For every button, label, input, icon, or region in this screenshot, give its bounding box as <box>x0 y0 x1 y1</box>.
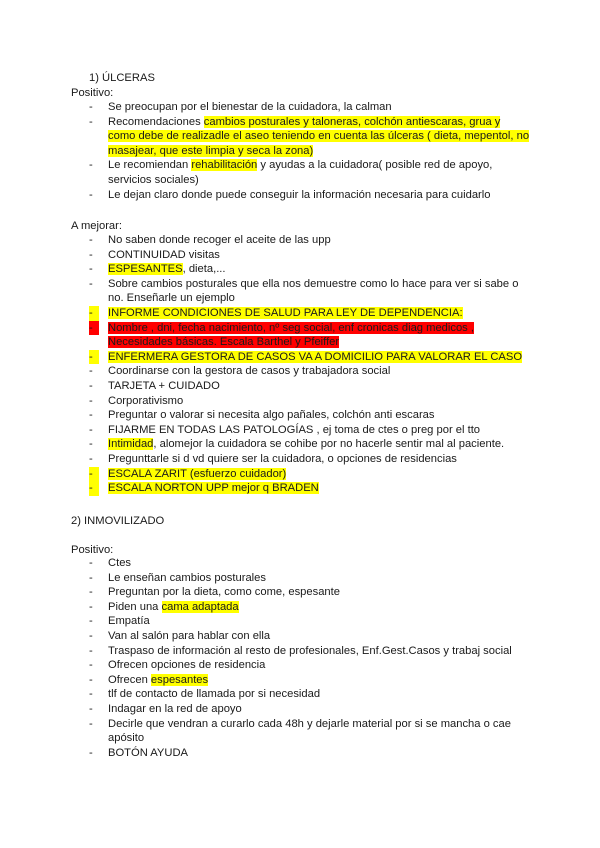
text-run: CONTINUIDAD visitas <box>108 248 220 261</box>
list-item <box>108 306 528 321</box>
list-item-line <box>108 129 528 144</box>
bullet-marker: - <box>89 717 93 730</box>
bullet-marker: - <box>89 481 99 496</box>
bullet-marker: - <box>89 277 93 290</box>
bullet-marker: - <box>89 453 93 465</box>
text-run: no. Enseñarle un ejemplo <box>108 292 235 305</box>
list-item-line <box>108 144 528 159</box>
text-run: FIJARME EN TODAS LAS PATOLOGÍAS , ej toma de ctes o preg por el tto <box>108 423 481 436</box>
list-item <box>108 629 528 644</box>
text-run: ENFERMERA GESTORA DE CASOS VA A DOMICILIO PARA VALORAR EL CASO <box>108 350 523 363</box>
text-run: Intimidad <box>108 438 154 451</box>
list-item-line <box>108 291 528 306</box>
bullet-marker: - <box>89 673 93 686</box>
text-run: y ayudas a la cuidadora( posible red de apoyo, <box>257 159 493 172</box>
bullet-marker: - <box>89 188 93 201</box>
text-run: Se preocupan por el bienestar de la cuidadora, la calman <box>108 101 392 113</box>
text-run: Necesidades básicas. Escala Barthel y Pfeiffer <box>108 336 340 349</box>
list-item <box>108 673 528 688</box>
list-item <box>108 687 528 702</box>
text-run: Coordinarse con la gestora de casos y trabajadora social <box>108 365 391 378</box>
list-item-line <box>108 173 528 188</box>
list-item-line <box>108 158 528 173</box>
bullet-marker: - <box>89 557 93 569</box>
text-run: tlf de contacto de llamada por si necesidad <box>108 688 321 701</box>
list-item-line <box>108 408 528 423</box>
text-run: Nombre , dni, fecha nacimiento, nº seg social, enf cronicas diag medicos , <box>108 321 474 334</box>
text-run: como debe de realizadle el aseo teniendo en cuenta las úlceras ( dieta, mepentol, no <box>108 130 530 143</box>
list-item-line <box>108 600 528 615</box>
text-run: Ofrecen opciones de residencia <box>108 659 266 672</box>
bullet-marker: - <box>89 409 93 422</box>
bullet-marker: - <box>89 159 93 172</box>
text-run: espesantes <box>150 673 209 686</box>
bullet-marker: - <box>89 380 93 392</box>
bullet-marker: - <box>89 600 93 613</box>
text-run: Preguntar o valorar si necesita algo pañales, colchón anti escaras <box>108 409 435 422</box>
positivo-label-inmovilizado: Positivo: <box>71 544 114 556</box>
list-item <box>108 100 528 115</box>
list-item <box>108 702 528 717</box>
text-run: Recomendaciones <box>108 115 204 128</box>
bullet-marker: - <box>89 248 93 261</box>
list-item <box>108 437 528 452</box>
list-item-line <box>108 277 528 292</box>
section-title-inmovilizado: 2) INMOVILIZADO <box>71 515 165 527</box>
text-run: cama adaptada <box>161 600 239 613</box>
bullet-marker: - <box>89 306 99 321</box>
list-item <box>108 262 528 277</box>
list-item-line <box>108 115 528 130</box>
bullet-marker: - <box>89 688 93 701</box>
list-item <box>108 158 528 187</box>
list-item-line <box>108 746 528 761</box>
list-item <box>108 188 528 203</box>
text-run: Le recomiendan <box>108 159 192 172</box>
list-item <box>108 321 528 350</box>
bullet-marker: - <box>89 586 93 599</box>
bullet-marker: - <box>89 365 93 378</box>
list-item <box>108 467 528 482</box>
text-run: Van al salón para hablar con ella <box>108 630 271 642</box>
text-run: Ctes <box>108 557 132 569</box>
bullet-marker: - <box>89 321 99 336</box>
text-run: ESCALA NORTON UPP mejor q BRADEN <box>108 482 319 495</box>
text-run: Le dejan claro donde puede conseguir la información necesaria para cuidarlo <box>108 188 491 201</box>
list-item <box>108 350 528 365</box>
bullet-marker: - <box>89 703 93 715</box>
bullet-marker: - <box>89 746 93 759</box>
text-run: Traspaso de información al resto de profesionales, Enf.Gest.Casos y trabaj social <box>108 644 512 657</box>
section-title-ulceras: 1) ÚLCERAS <box>89 72 155 84</box>
bullet-marker: - <box>89 571 93 584</box>
list-item-line <box>108 629 528 644</box>
text-run: Empatía <box>108 615 150 628</box>
list-item <box>108 556 528 571</box>
list-item-line <box>108 350 528 365</box>
text-run: Ofrecen <box>108 673 151 686</box>
list-item-line <box>108 585 528 600</box>
list-item-line <box>108 248 528 263</box>
list-item-line <box>108 233 528 248</box>
list-item <box>108 571 528 586</box>
bullet-marker: - <box>89 101 93 113</box>
bullet-marker: - <box>89 115 93 128</box>
bullet-marker: - <box>89 350 99 365</box>
list-item-line <box>108 673 528 688</box>
text-run: No saben donde recoger el aceite de las upp <box>108 234 331 246</box>
bullet-marker: - <box>89 234 93 246</box>
text-run: Sobre cambios posturales que ella nos demuestre como lo hace para ver si sabe o <box>108 277 519 290</box>
text-run: Decirle que vendran a curarlo cada 48h y dejarle material por si se mancha o cae <box>108 717 511 730</box>
text-run: rehabilitación <box>191 159 258 172</box>
bullet-marker: - <box>89 394 93 407</box>
bullet-marker: - <box>89 467 99 482</box>
list-item <box>108 717 528 746</box>
positivo-label-ulceras: Positivo: <box>71 87 114 99</box>
list-item-line <box>108 364 528 379</box>
list-item <box>108 600 528 615</box>
text-run: servicios sociales) <box>108 173 199 186</box>
list-item <box>108 746 528 761</box>
bullet-marker: - <box>89 644 93 657</box>
list-item-line <box>108 379 528 394</box>
list-item <box>108 644 528 659</box>
text-run: ESCALA ZARIT (esfuerzo cuidador) <box>108 467 287 480</box>
list-item <box>108 233 528 248</box>
list-item-line <box>108 452 528 467</box>
list-item <box>108 614 528 629</box>
bullet-marker: - <box>89 263 93 276</box>
list-item-line <box>108 658 528 673</box>
list-item <box>108 452 528 467</box>
list-item <box>108 481 528 496</box>
list-item-line <box>108 481 528 496</box>
list-item-line <box>108 687 528 702</box>
list-item <box>108 658 528 673</box>
list-item-line <box>108 188 528 203</box>
list-item <box>108 277 528 306</box>
list-item <box>108 423 528 438</box>
list-item <box>108 408 528 423</box>
text-run: Preguntan por la dieta, como come, espesante <box>108 586 340 599</box>
bullet-marker: - <box>89 423 93 436</box>
bullet-marker: - <box>89 630 93 642</box>
mejorar-label-ulceras: A mejorar: <box>71 220 122 232</box>
text-run: apósito <box>108 732 145 745</box>
list-item-line <box>108 571 528 586</box>
text-run: INFORME CONDICIONES DE SALUD PARA LEY DE DEPENDENCIA: <box>108 307 463 319</box>
list-item-line <box>108 423 528 438</box>
list-item-line <box>108 467 528 482</box>
list-item <box>108 248 528 263</box>
list-item-line <box>108 306 528 321</box>
list-item-line <box>108 335 528 350</box>
list-item <box>108 585 528 600</box>
list-item-line <box>108 437 528 452</box>
bullet-marker: - <box>89 615 93 628</box>
text-run: Corporativismo <box>108 394 184 407</box>
list-item-line <box>108 262 528 277</box>
text-run: cambios posturales y taloneras, colchón antiescaras, grua y <box>203 115 501 128</box>
list-item-line <box>108 556 528 571</box>
list-item <box>108 364 528 379</box>
list-item-line <box>108 100 528 115</box>
text-run: Indagar en la red de apoyo <box>108 703 242 715</box>
list-item-line <box>108 321 528 336</box>
text-run: ESPESANTES <box>108 263 183 276</box>
text-run: BOTÓN AYUDA <box>108 746 188 759</box>
list-item <box>108 379 528 394</box>
list-item-line <box>108 731 528 746</box>
text-run: Le enseñan cambios posturales <box>108 571 266 584</box>
list-item-line <box>108 394 528 409</box>
text-run: , alomejor la cuidadora se cohibe por no hacerle sentir mal al paciente. <box>153 438 505 451</box>
text-run: TARJETA + CUIDADO <box>108 380 220 392</box>
text-run: Piden una <box>108 600 162 613</box>
bullet-marker: - <box>89 438 93 451</box>
text-run: Pregunttarle si d vd quiere ser la cuidadora, o opciones de residencias <box>108 453 457 465</box>
list-item-line <box>108 614 528 629</box>
list-item-line <box>108 702 528 717</box>
list-item-line <box>108 644 528 659</box>
bullet-marker: - <box>89 659 93 672</box>
list-item <box>108 394 528 409</box>
text-run: , dieta,... <box>182 263 226 276</box>
list-item <box>108 115 528 159</box>
list-item-line <box>108 717 528 732</box>
text-run: masajear, que este limpia y seca la zona) <box>108 144 314 157</box>
